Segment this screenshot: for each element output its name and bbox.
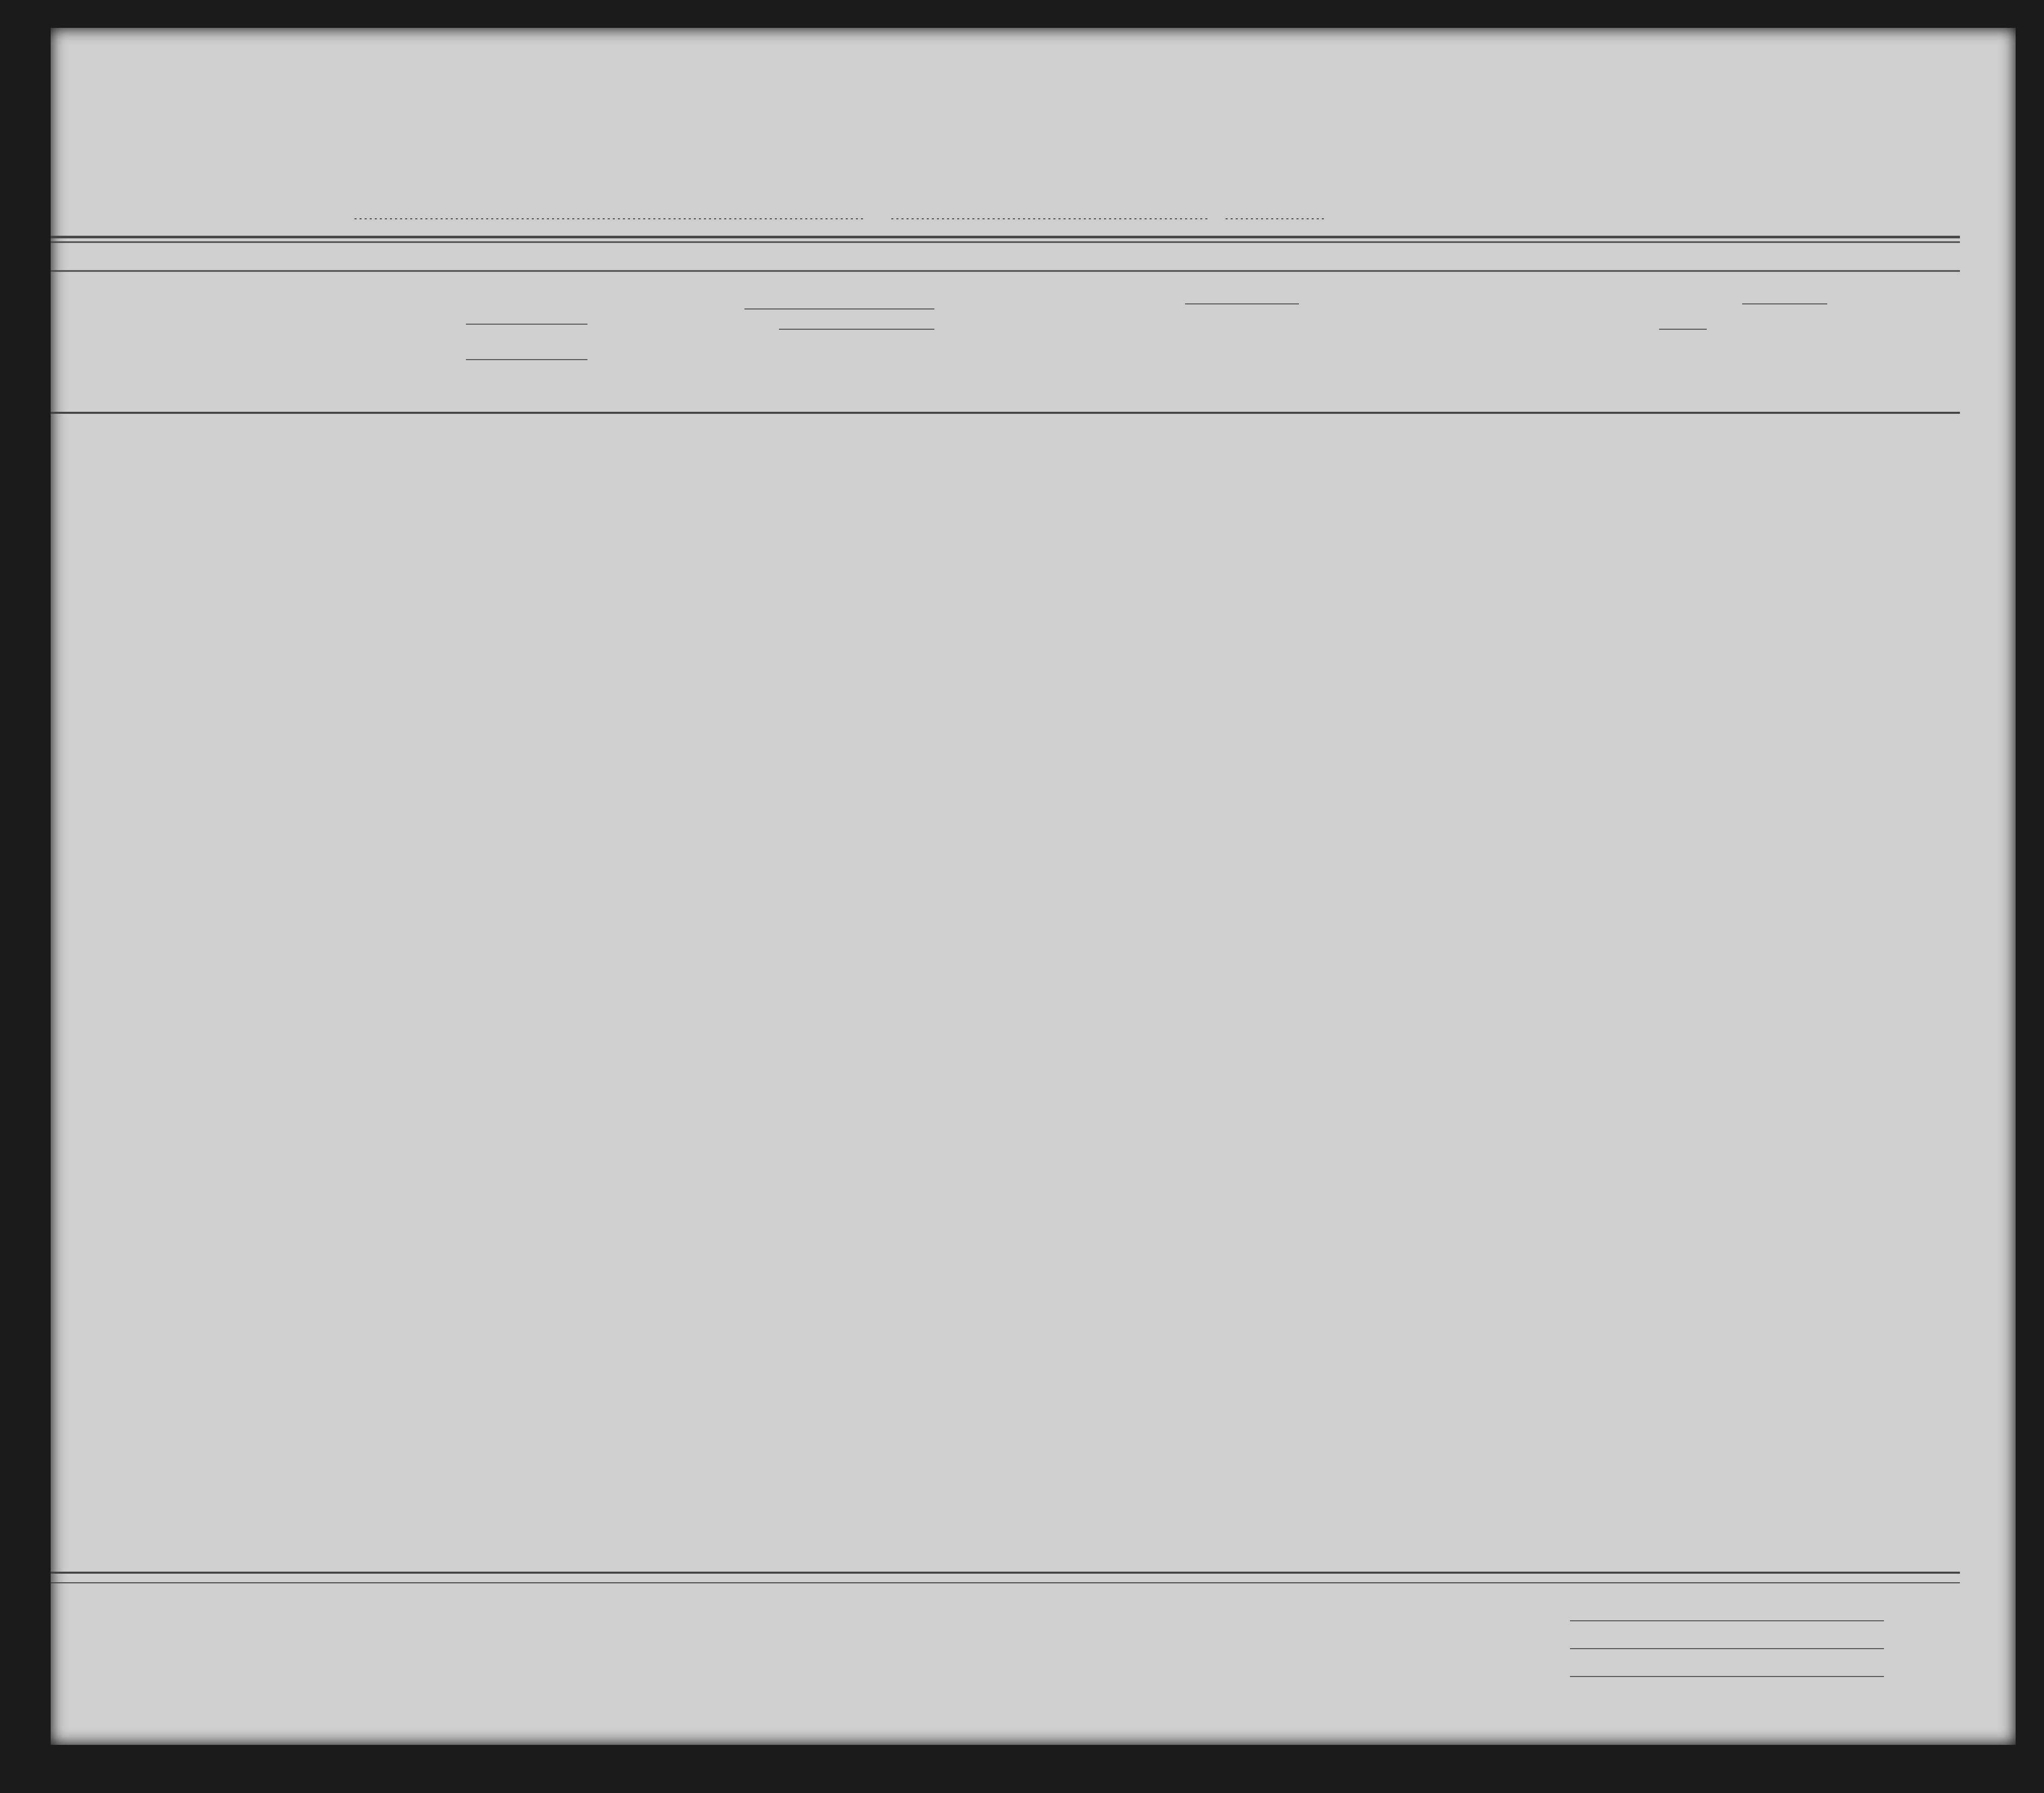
col-header-labor-offer: [1456, 276, 1494, 405]
col-header-money: [712, 276, 742, 405]
col-header-feet: [1662, 355, 1680, 400]
col-header-arrested: [1516, 276, 1536, 405]
col-header-excluded: [1494, 276, 1514, 405]
col-header-purpose-c: [1262, 306, 1295, 408]
col-header-purpose-a: [1188, 306, 1223, 408]
col-header-polygamist: [1351, 276, 1369, 405]
col-header-prison: [1304, 276, 1345, 405]
col-header-overthrow: [1398, 276, 1448, 405]
col-header-anarchist: [1377, 276, 1395, 405]
col-header-purpose-b: [1226, 306, 1259, 408]
col-header-ticket: [587, 276, 618, 405]
col-header-inches: [1683, 355, 1702, 400]
